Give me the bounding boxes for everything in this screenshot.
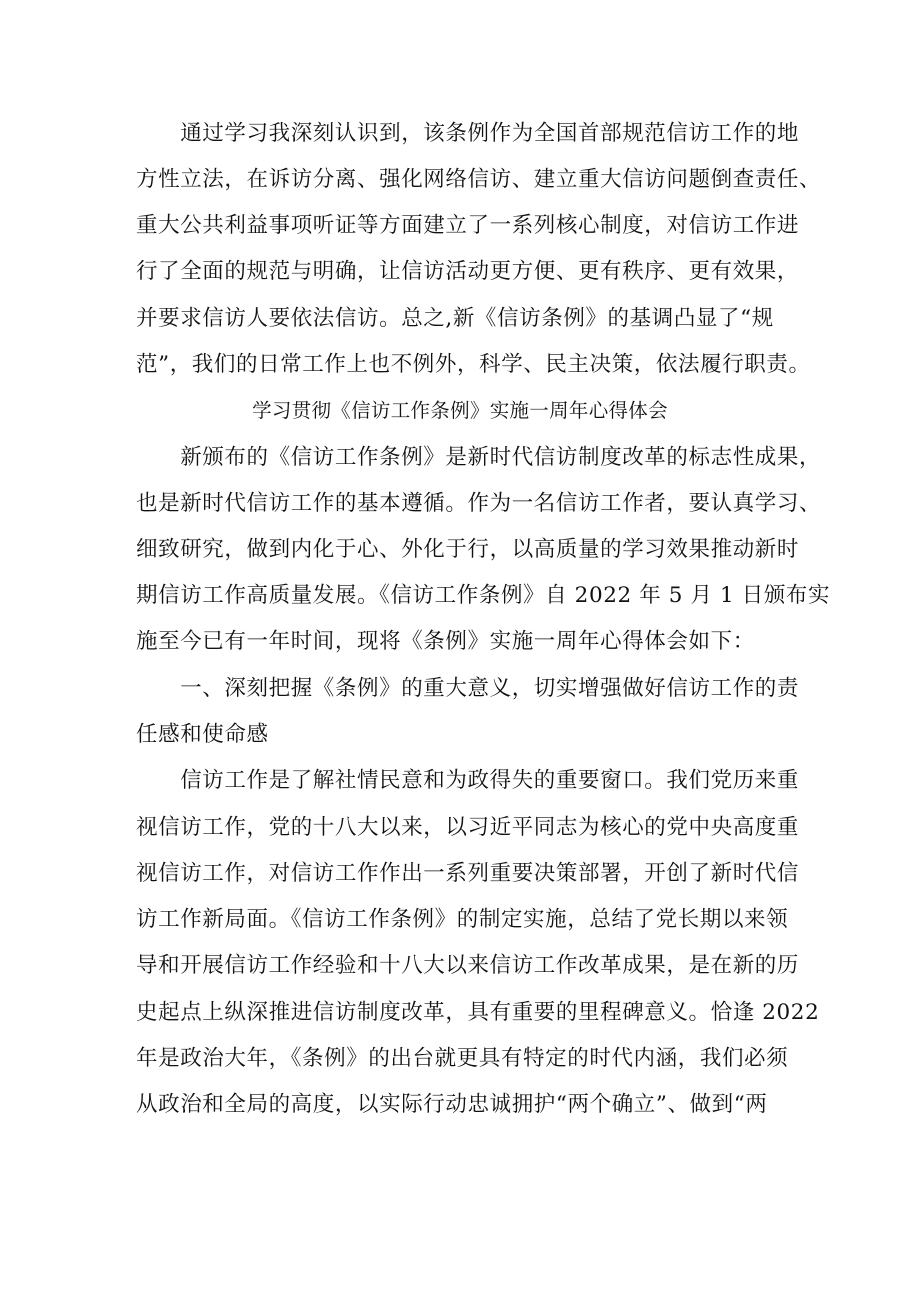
paragraph-3-line-3: 视信访工作，对信访工作作出一系列重要决策部署，开创了新时代信 — [136, 861, 800, 886]
paragraph-1-line-5: 并要求信访人要依法信访。总之,新《信访条例》的基调凸显了“规 — [136, 306, 774, 331]
heading-1-line-2: 任感和使命感 — [136, 722, 269, 747]
paragraph-2-line-5: 施至今已有一年时间，现将《条例》实施一周年心得体会如下： — [136, 629, 755, 654]
paragraph-1-line-4: 行了全面的规范与明确，让信访活动更方便、更有秩序、更有效果， — [136, 259, 800, 284]
section-title: 学习贯彻《信访工作条例》实施一周年心得体会 — [252, 399, 668, 422]
paragraph-2-line-3: 细致研究，做到内化于心、外化于行，以高质量的学习效果推动新时 — [136, 537, 800, 562]
paragraph-3-line-6: 史起点上纵深推进信访制度改革，具有重要的里程碑意义。恰逢 2022 — [136, 1000, 820, 1025]
paragraph-3-line-5: 导和开展信访工作经验和十八大以来信访工作改革成果，是在新的历 — [136, 953, 800, 978]
paragraph-1-line-2: 方性立法，在诉访分离、强化网络信访、建立重大信访问题倒查责任、 — [136, 167, 822, 192]
paragraph-1-line-1: 通过学习我深刻认识到，该条例作为全国首部规范信访工作的地 — [136, 121, 800, 146]
paragraph-3-line-1: 信访工作是了解社情民意和为政得失的重要窗口。我们党历来重 — [136, 768, 800, 793]
paragraph-3-line-4: 访工作新局面。《信访工作条例》的制定实施，总结了党长期以来领 — [136, 907, 789, 932]
paragraph-3-line-7: 年是政治大年，《条例》的出台就更具有特定的时代内涵，我们必须 — [136, 1046, 789, 1071]
paragraph-3-line-8: 从政治和全局的高度，以实际行动忠诚拥护“两个确立”、做到“两 — [136, 1092, 768, 1117]
paragraph-2-line-4: 期信访工作高质量发展。《信访工作条例》自 2022 年 5 月 1 日颁布实 — [136, 583, 831, 608]
paragraph-1-line-6: 范”，我们的日常工作上也不例外，科学、民主决策，依法履行职责。 — [136, 352, 811, 377]
heading-1-line-1: 一、深刻把握《条例》的重大意义，切实增强做好信访工作的责 — [136, 676, 800, 701]
paragraph-2-line-1: 新颁布的《信访工作条例》是新时代信访制度改革的标志性成果， — [136, 445, 822, 470]
paragraph-3-line-2: 视信访工作，党的十八大以来，以习近平同志为核心的党中央高度重 — [136, 815, 800, 840]
paragraph-1-line-3: 重大公共利益事项听证等方面建立了一系列核心制度，对信访工作进 — [136, 213, 800, 238]
paragraph-2-line-2: 也是新时代信访工作的基本遵循。作为一名信访工作者，要认真学习、 — [136, 491, 822, 516]
